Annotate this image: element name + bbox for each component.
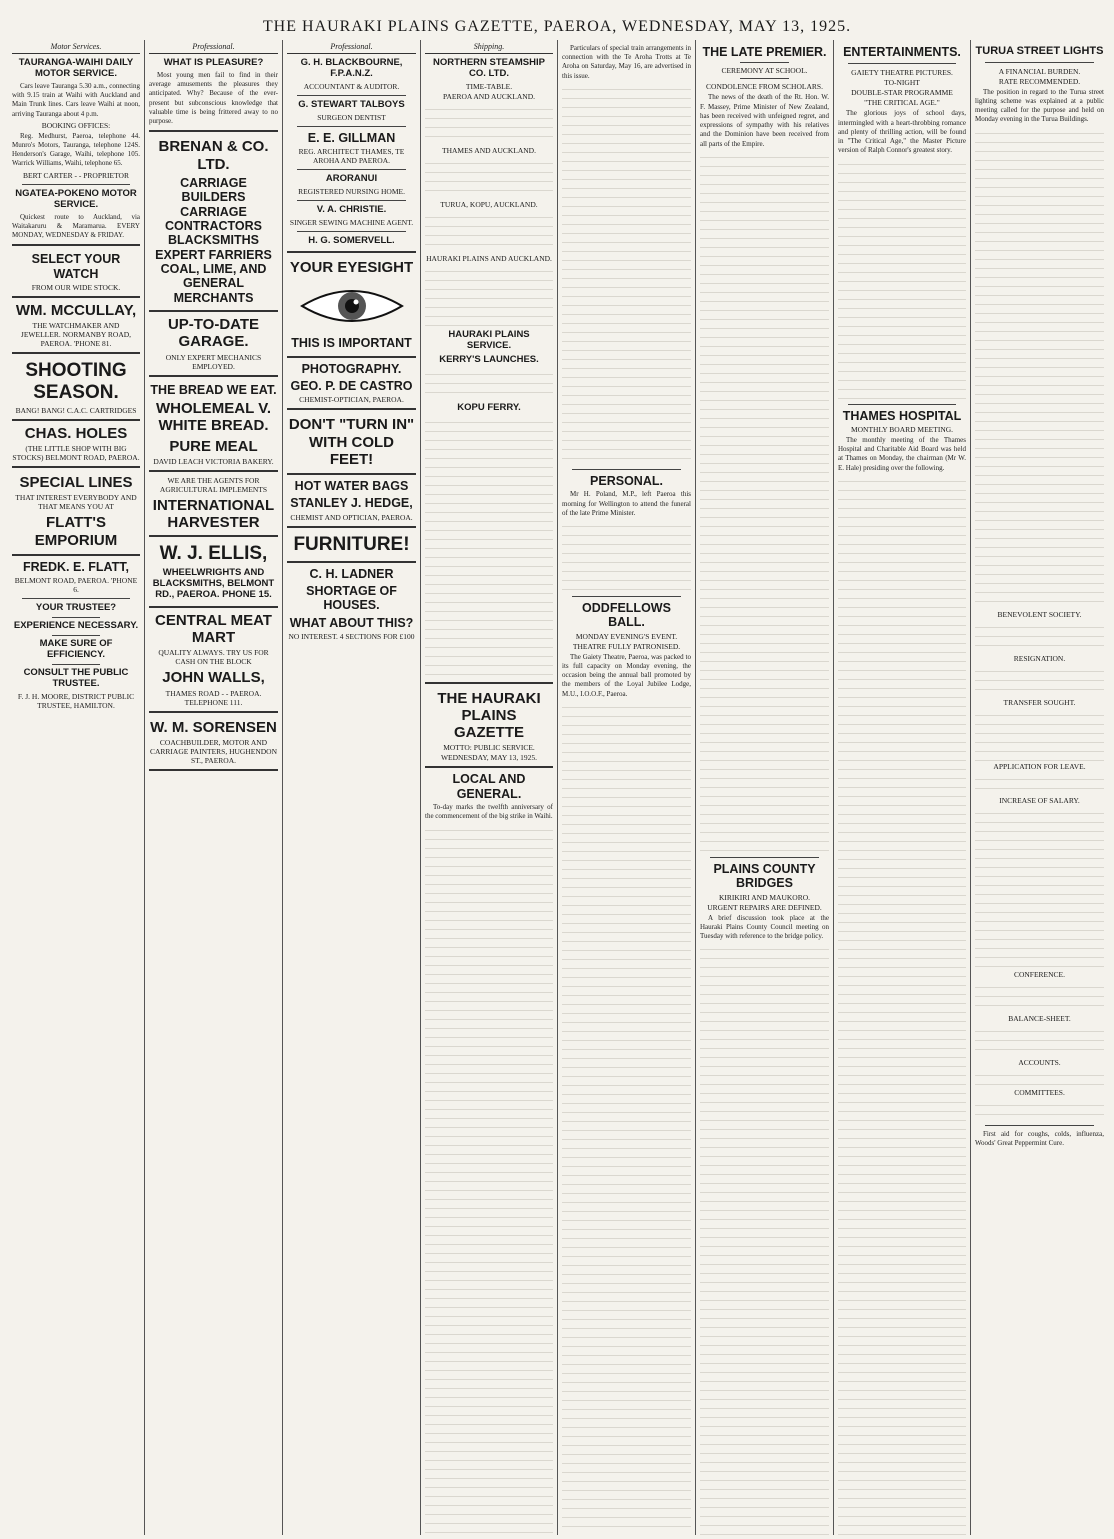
ad-headline: SHORTAGE OF HOUSES. xyxy=(306,584,397,613)
column-6 xyxy=(696,40,834,1535)
article-text: The glorious joys of school days, intermingled with a heart-throbbing romance and plenty of thrilling action, will be found in "The Critical Age," the Master Picture version of Ralph Connor's greatest story. xyxy=(838,109,966,155)
ad-subline: NO INTEREST. 4 SECTIONS FOR £100 xyxy=(288,632,415,642)
ad-subline: F. J. H. MOORE, DISTRICT PUBLIC TRUSTEE, HAMILTON. xyxy=(17,691,135,710)
advertisement xyxy=(12,244,140,298)
ad-subline: REG. ARCHITECT THAMES, TE AROHA AND PAEROA. xyxy=(298,147,405,166)
article-body xyxy=(700,945,829,1535)
subheading: APPLICATION FOR LEAVE. xyxy=(993,761,1086,771)
divider xyxy=(297,200,406,201)
headline: PERSONAL. xyxy=(590,473,663,488)
ad-headline: G. STEWART TALBOYS xyxy=(298,98,405,110)
divider xyxy=(52,664,100,665)
divider xyxy=(22,184,130,185)
advertisement xyxy=(287,526,416,563)
article-text: The news of the death of the Rt. Hon. W. F. Massey, Prime Minister of New Zealand, has been received with unfeigned regret, and expressions of sympathy with his relatives and the Dominion have been received from all parts of the Empire. xyxy=(700,93,829,148)
masthead: THE HAURAKI PLAINS GAZETTE, PAEROA, WEDNESDAY, MAY 13, 1925. xyxy=(262,18,852,35)
proprietor-line: BERT CARTER - - PROPRIETOR xyxy=(23,170,129,180)
ad-subline: CHEMIST-OPTICIAN, PAEROA. xyxy=(299,395,404,405)
ad-subline: WHEELWRIGHTS AND BLACKSMITHS, BELMONT RD., PAEROA. PHONE 15. xyxy=(152,567,275,601)
subheading: TIME-TABLE. xyxy=(465,81,513,91)
subheading: ACCOUNTS. xyxy=(1018,1057,1061,1067)
article-body xyxy=(975,623,1104,653)
advertisement xyxy=(149,375,278,472)
advertisement xyxy=(149,535,278,608)
ad-subline: THAT INTEREST EVERYBODY AND THAT MEANS YOU AT xyxy=(15,493,137,512)
subheading: THEATRE FULLY PATRONISED. xyxy=(572,641,681,651)
ad-headline: CENTRAL MEAT MART xyxy=(155,611,272,647)
headline: HAURAKI PLAINS SERVICE. xyxy=(448,328,530,351)
divider xyxy=(22,598,130,599)
ad-headline: STANLEY J. HEDGE, xyxy=(290,496,413,511)
article-body xyxy=(562,85,691,465)
headline: YOUR TRUSTEE? xyxy=(35,602,117,614)
article-body xyxy=(975,711,1104,761)
headline: PLAINS COUNTY BRIDGES xyxy=(713,861,816,891)
divider xyxy=(52,617,100,618)
article-body xyxy=(425,826,553,1536)
column-5 xyxy=(558,40,696,1535)
headline: THAMES HOSPITAL xyxy=(842,408,962,423)
subheading: HAURAKI PLAINS AND AUCKLAND. xyxy=(426,253,552,263)
divider xyxy=(985,1125,1094,1126)
ad-subline: BELMONT ROAD, PAEROA. 'PHONE 6. xyxy=(14,576,138,595)
ad-headline: PHOTOGRAPHY. xyxy=(301,361,402,376)
subheading: "THE CRITICAL AGE." xyxy=(864,98,940,108)
article-text: Most young men fail to find in their average amusements the pleasures they anticipated. Why? Because of the ever-present but subconscious knowledge that valuable time is being frittered away to no purpose. xyxy=(149,70,278,126)
headline: THE LATE PREMIER. xyxy=(702,45,827,59)
article-body xyxy=(975,1027,1104,1057)
ad-headline: DON'T "TURN IN" WITH COLD FEET! xyxy=(288,416,415,468)
column-3 xyxy=(283,40,421,1535)
nameplate xyxy=(425,682,553,769)
headline: TURUA STREET LIGHTS xyxy=(975,45,1104,57)
ad-subline: ONLY EXPERT MECHANICS EMPLOYED. xyxy=(165,352,262,371)
subheading: PAEROA AND AUCKLAND. xyxy=(442,91,536,101)
article-body xyxy=(562,703,691,1535)
article-text: A brief discussion took place at the Hauraki Plains County Council meeting on Tuesday with reference to the bridge policy. xyxy=(700,913,829,940)
ad-subline: QUALITY ALWAYS. TRY US FOR CASH ON THE BLOCK xyxy=(158,648,269,667)
ad-headline: WHAT ABOUT THIS? xyxy=(289,615,414,630)
ad-headline: GEO. P. DE CASTRO xyxy=(290,378,413,393)
section-heading: Motor Services. xyxy=(12,42,140,54)
article-text: Particulars of special train arrangements in connection with the Te Aroha Trotts at Te Aroha on Saturday, May 16, are advertised in this issue. xyxy=(562,44,691,80)
divider xyxy=(297,126,406,127)
ad-subline: SURGEON DENTIST xyxy=(317,112,386,122)
article-text: Cars leave Tauranga 5.30 a.m., connecting with 9.15 train at Waihi with Auckland and Main Trunk lines. Cars leave Waihi at noon, arriving Tauranga about 4 p.m. xyxy=(12,81,140,118)
ad-subline: (THE LITTLE SHOP WITH BIG STOCKS) BELMONT ROAD, PAEROA. xyxy=(12,444,140,463)
subheading: CONDOLENCE FROM SCHOLARS. xyxy=(706,82,823,92)
headline: NGATEA-POKENO MOTOR SERVICE. xyxy=(15,187,137,210)
article-body xyxy=(975,809,1104,969)
article-body xyxy=(838,477,966,1535)
divider xyxy=(572,469,681,470)
divider xyxy=(297,169,406,170)
ad-headline: BRENAN & CO. LTD. xyxy=(158,138,269,173)
article-body xyxy=(975,129,1104,609)
advertisement xyxy=(12,466,140,556)
column-4 xyxy=(421,40,558,1535)
subheading: TRANSFER SOUGHT. xyxy=(1003,697,1076,707)
ad-subline: FROM OUR WIDE STOCK. xyxy=(31,283,121,293)
column-2 xyxy=(145,40,283,1535)
subheading: BENEVOLENT SOCIETY. xyxy=(997,609,1082,619)
ad-headline: YOUR EYESIGHT xyxy=(289,258,414,276)
ad-subline: THAMES ROAD - - PAEROA. TELEPHONE 111. xyxy=(165,688,262,707)
ad-subline: CARRIAGE BUILDERS CARRIAGE CONTRACTORS BLACKSMITHS EXPERT FARRIERS COAL, LIME, AND GENERAL MERCHANTS xyxy=(155,175,272,305)
headline: ENTERTAINMENTS. xyxy=(843,45,961,59)
headline: CONSULT THE PUBLIC TRUSTEE. xyxy=(23,667,129,689)
footer-ad: First aid for coughs, colds, influenza, Woods' Great Peppermint Cure. xyxy=(975,1129,1104,1147)
column-7 xyxy=(834,40,971,1535)
ad-headline: THE BREAD WE EAT. xyxy=(150,382,277,397)
subheading: A FINANCIAL BURDEN. xyxy=(998,66,1081,76)
subheading: BALANCE-SHEET. xyxy=(1008,1013,1071,1023)
ad-headline: FLATT'S EMPORIUM xyxy=(34,514,118,549)
divider xyxy=(740,78,789,79)
ad-headline: W. M. SORENSEN xyxy=(150,718,277,736)
ad-headline: C. H. LADNER xyxy=(309,566,394,581)
divider xyxy=(740,62,789,63)
subheading: INCREASE OF SALARY. xyxy=(999,795,1080,805)
ad-subline: BANG! BANG! C.A.C. CARTRIDGES xyxy=(15,405,137,415)
column-1 xyxy=(8,40,145,1535)
column-8 xyxy=(971,40,1108,1535)
timetable-text xyxy=(425,370,553,400)
article-body xyxy=(562,522,691,592)
divider xyxy=(985,62,1094,63)
article-text: Reg. Medhurst, Paeroa, telephone 44. Munro's Motors, Tauranga, telephone 124S. Henderson's Garage, Waihi, telephone 105. Warrick Williams, Waihi, telephone 65. xyxy=(12,131,140,168)
article-body xyxy=(975,1101,1104,1121)
headline: LOCAL AND GENERAL. xyxy=(452,772,526,801)
subheading: TO-NIGHT xyxy=(884,78,920,88)
divider xyxy=(848,404,956,405)
headline: KERRY'S LAUNCHES. xyxy=(439,353,539,365)
ad-headline: ARORANUI xyxy=(325,173,378,185)
ad-subline: WE ARE THE AGENTS FOR AGRICULTURAL IMPLEMENTS xyxy=(159,475,268,494)
newspaper-page xyxy=(8,40,1108,1535)
ad-headline: SHOOTING SEASON. xyxy=(25,360,127,404)
ad-headline: V. A. CHRISTIE. xyxy=(316,204,387,216)
article-text: Quickest route to Auckland, via Waitakaruru & Maramarua. EVERY MONDAY, WEDNESDAY & FRIDAY. xyxy=(12,212,140,240)
ad-headline: SELECT YOUR WATCH xyxy=(31,252,121,281)
divider xyxy=(572,596,681,597)
ad-headline: JOHN WALLS, xyxy=(162,669,265,687)
article-body xyxy=(838,160,966,400)
timetable-text xyxy=(425,418,553,678)
subheading: MONTHLY BOARD MEETING. xyxy=(850,424,954,434)
subheading: THAMES AND AUCKLAND. xyxy=(442,145,536,155)
ad-headline: H. G. SOMERVELL. xyxy=(308,234,395,246)
ad-headline: W. J. ELLIS, xyxy=(159,543,268,565)
subheading: KIRIKIRI AND MAUKORO. xyxy=(718,892,811,902)
article-body xyxy=(975,775,1104,795)
timetable-text xyxy=(425,105,553,145)
ad-subline: REGISTERED NURSING HOME. xyxy=(298,187,405,197)
headline: KOPU FERRY. xyxy=(457,401,521,413)
article-text: The Gaiety Theatre, Paeroa, was packed to its full capacity on Monday evening, the occasion being the annual ball promoted by the members of the Loyal Jubilee Lodge, M.U., I.O.O.F., Paeroa. xyxy=(562,652,691,698)
headline: NORTHERN STEAMSHIP CO. LTD. xyxy=(433,57,545,79)
subheading: MONDAY EVENING'S EVENT. xyxy=(575,631,678,641)
article-text: To-day marks the twelfth anniversary of the commencement of the big strike in Waihi. xyxy=(425,803,553,821)
headline: EXPERIENCE NECESSARY. xyxy=(13,620,139,632)
subheading: TURUA, KOPU, AUCKLAND. xyxy=(440,199,538,209)
ad-subline: SINGER SEWING MACHINE AGENT. xyxy=(289,217,414,227)
advertisement xyxy=(149,130,278,312)
paper-date: WEDNESDAY, MAY 13, 1925. xyxy=(440,753,538,763)
ad-subline: ACCOUNTANT & AUDITOR. xyxy=(303,81,400,91)
subheading: CONFERENCE. xyxy=(1013,969,1066,979)
subheading: BOOKING OFFICES: xyxy=(41,120,111,130)
divider xyxy=(710,857,819,858)
ad-headline: HOT WATER BAGS xyxy=(294,479,409,494)
subheading: RATE RECOMMENDED. xyxy=(998,76,1081,86)
section-heading: Shipping. xyxy=(425,42,553,54)
headline: ODDFELLOWS BALL. xyxy=(582,601,671,630)
subheading: GAIETY THEATRE PICTURES. xyxy=(851,68,953,78)
section-heading: Professional. xyxy=(287,42,416,54)
paper-name: THE HAURAKI PLAINS GAZETTE xyxy=(437,689,541,742)
ad-headline: G. H. BLACKBOURNE, F.P.A.N.Z. xyxy=(300,57,403,79)
ad-subline: THE WATCHMAKER AND JEWELLER. NORMANBY ROAD, PAEROA. 'PHONE 81. xyxy=(20,321,132,349)
ad-headline: WHOLEMEAL V. WHITE BREAD. xyxy=(155,400,271,435)
ad-subline: COACHBUILDER, MOTOR AND CARRIAGE PAINTERS, HUGHENDON ST., PAEROA. xyxy=(149,737,278,765)
subheading: CEREMONY AT SCHOOL. xyxy=(721,66,808,76)
article-text: The position in regard to the Turua street lighting scheme was explained at a public meeting called for the purpose and held on Monday evening in the Turua Buildings. xyxy=(975,87,1104,124)
ad-headline: CHAS. HOLES xyxy=(24,424,128,442)
article-text: The monthly meeting of the Thames Hospital and Charitable Aid Board was held at Thames on Monday, the chairman (Mr W. E. Hale) presiding over the following. xyxy=(838,435,966,472)
advertisement xyxy=(12,352,140,421)
article-body xyxy=(700,153,829,853)
ad-headline: E. E. GILLMAN xyxy=(307,130,396,145)
article-body xyxy=(975,667,1104,697)
ad-headline: WM. MCCULLAY, xyxy=(15,302,137,320)
headline: MAKE SURE OF EFFICIENCY. xyxy=(39,638,113,661)
ad-subline: DAVID LEACH VICTORIA BAKERY. xyxy=(153,456,274,466)
ad-headline: SPECIAL LINES xyxy=(19,474,133,492)
eye-illustration xyxy=(297,282,407,330)
subheading: RESIGNATION. xyxy=(1013,653,1066,663)
ad-headline: UP-TO-DATE GARAGE. xyxy=(167,316,260,351)
ad-headline: FURNITURE! xyxy=(293,533,410,555)
paper-motto: MOTTO: PUBLIC SERVICE. xyxy=(443,743,535,753)
article-text: Mr H. Poland, M.P., left Paeroa this morning for Wellington to attend the funeral of the late Prime Minister. xyxy=(562,490,691,517)
headline: WHAT IS PLEASURE? xyxy=(163,57,264,68)
subheading: DOUBLE-STAR PROGRAMME xyxy=(851,88,953,98)
section-heading: Professional. xyxy=(149,42,278,54)
advertisement xyxy=(149,711,278,771)
divider xyxy=(52,635,100,636)
timetable-text xyxy=(425,267,553,327)
article-body xyxy=(975,983,1104,1013)
timetable-text xyxy=(425,213,553,253)
headline: TAURANGA-WAIHI DAILY MOTOR SERVICE. xyxy=(18,57,134,79)
advertisement xyxy=(287,251,416,358)
subheading: COMMITTEES. xyxy=(1014,1087,1065,1097)
divider xyxy=(848,63,956,64)
ad-headline: PURE MEAL xyxy=(169,437,258,455)
divider xyxy=(297,95,406,96)
timetable-text xyxy=(425,159,553,199)
divider xyxy=(297,231,406,232)
ad-headline: INTERNATIONAL HARVESTER xyxy=(152,496,275,532)
article-body xyxy=(975,1071,1104,1087)
ad-headline: FREDK. E. FLATT, xyxy=(22,559,129,574)
ad-headline: THIS IS IMPORTANT xyxy=(291,336,412,351)
ad-subline: CHEMIST AND OPTICIAN, PAEROA. xyxy=(290,512,413,522)
advertisement xyxy=(287,408,416,475)
subheading: URGENT REPAIRS ARE DEFINED. xyxy=(707,902,822,912)
